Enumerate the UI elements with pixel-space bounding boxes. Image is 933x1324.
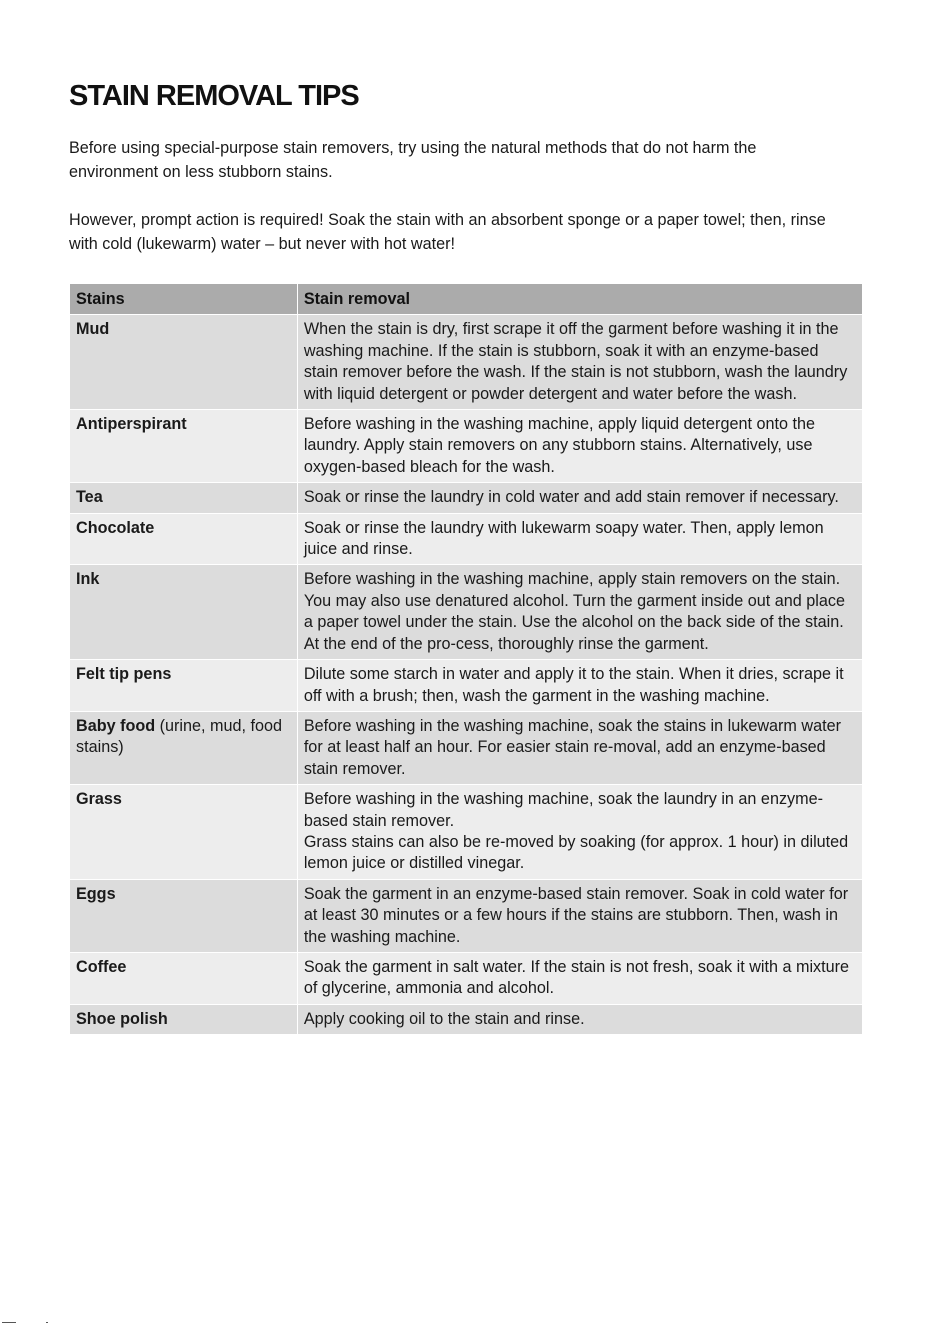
stain-name-cell: [70, 315, 298, 410]
table-row: [70, 315, 863, 410]
page-edge-marks: [0, 1320, 60, 1324]
stain-name: Antiperspirant: [76, 415, 187, 434]
stain-removal-cell: [297, 315, 862, 410]
stain-removal-text: Soak the garment in an enzyme-based stain remover. Soak in cold water for at least 30 minutes or a few hours if the stains are stubborn. Then, wash in the washing machine.: [303, 884, 849, 946]
table-row: [70, 952, 863, 1004]
stain-name-note: (urine, mud, food stains): [76, 716, 283, 757]
stain-removal-cell: [297, 483, 862, 513]
table-body: [70, 315, 863, 1035]
stain-name-cell: [70, 1004, 298, 1034]
intro-paragraph-prompt-action: However, prompt action is required! Soak the stain with an absorbent sponge or a paper towel; then, rinse with cold (lukewarm) water – but never with hot water!: [69, 211, 826, 253]
table-row: [70, 879, 863, 952]
table-row: [70, 785, 863, 880]
stain-removal-text: Soak or rinse the laundry with lukewarm soapy water. Then, apply lemon juice and rinse.: [303, 518, 824, 559]
table-row: [70, 483, 863, 513]
stain-name-cell: [70, 660, 298, 712]
stain-removal-cell: [297, 785, 862, 880]
stain-name: Grass: [76, 790, 122, 809]
stain-name: Chocolate: [76, 518, 155, 537]
stain-name: Ink: [76, 570, 100, 589]
stain-removal-text: Before washing in the washing machine, apply liquid detergent onto the laundry. Apply stain removers on any stubborn stains. Alternatively, use oxygen-based bleach for the wash.: [303, 415, 815, 476]
stain-removal-text: Soak or rinse the laundry in cold water and add stain remover if necessary.: [303, 488, 839, 507]
stain-name-cell: [70, 483, 298, 513]
stain-removal-text: Grass stains can also be re-moved by soaking (for approx. 1 hour) in diluted lemon juice or distilled vinegar.: [303, 832, 849, 873]
table-row: [70, 1004, 863, 1034]
stain-removal-text: Apply cooking oil to the stain and rinse.: [303, 1009, 585, 1028]
table-row: [70, 565, 863, 660]
page-title: STAIN REMOVAL TIPS: [69, 80, 359, 112]
stain-removal-text: Dilute some starch in water and apply it to the stain. When it dries, scrape it off with a brush; then, wash the garment in the washing machine.: [303, 665, 844, 705]
stain-removal-cell: [297, 410, 862, 483]
stain-name-cell: [70, 711, 298, 784]
table-header-row: [70, 284, 863, 315]
stain-name: Shoe polish: [76, 1009, 168, 1028]
stain-name: Eggs: [76, 884, 116, 903]
stain-name-cell: [70, 952, 298, 1004]
table-row: [70, 711, 863, 784]
stain-name-cell: [70, 513, 298, 565]
stain-removal-cell: [297, 1004, 862, 1034]
stain-removal-text: Before washing in the washing machine, soak the stains in lukewarm water for at least half an hour. For easier stain re-moval, add an enzyme-based stain remover.: [303, 716, 841, 778]
stain-removal-cell: [297, 565, 862, 660]
stain-removal-cell: [297, 711, 862, 784]
table-row: [70, 410, 863, 483]
stain-removal-text: Before washing in the washing machine, soak the laundry in an enzyme-based stain remover.: [303, 790, 824, 830]
stain-name-cell: [70, 410, 298, 483]
intro-paragraph-natural-methods: Before using special-purpose stain removers, try using the natural methods that do not harm the environment on less stubborn stains.: [69, 139, 757, 181]
stain-name: Baby food: [76, 716, 156, 735]
stain-name-cell: [70, 879, 298, 952]
stain-removal-table: [69, 283, 863, 1035]
stain-removal-text: When the stain is dry, first scrape it off the garment before washing it in the washing machine. If the stain is stubborn, soak it with an enzyme-based stain remover before the wash. If the stain is not stubborn, wash the laundry with liquid detergent or powder detergent and water before the wash.: [303, 320, 848, 403]
stain-name-cell: [70, 785, 298, 880]
stain-removal-text: Soak the garment in salt water. If the stain is not fresh, soak it with a mixture of glycerine, ammonia and alcohol.: [303, 957, 850, 998]
stain-name: Felt tip pens: [76, 665, 172, 684]
stain-name: Mud: [76, 320, 110, 339]
stain-removal-cell: [297, 660, 862, 712]
stain-removal-cell: [297, 879, 862, 952]
table-row: [70, 513, 863, 565]
stain-name: Tea: [76, 488, 103, 507]
header-stain-removal: Stain removal: [297, 284, 862, 315]
stain-name: Coffee: [76, 957, 127, 976]
table-row: [70, 660, 863, 712]
stain-removal-text: Before washing in the washing machine, apply stain removers on the stain. You may also use denatured alcohol. Turn the garment inside out and place a paper towel under the stain. Use the alcohol on the back side of the stain. At the end of the pro-cess, thoroughly rinse the garment.: [303, 570, 845, 653]
stain-removal-cell: [297, 952, 862, 1004]
stain-removal-cell: [297, 513, 862, 565]
stain-name-cell: [70, 565, 298, 660]
header-stains: Stains: [70, 284, 298, 315]
